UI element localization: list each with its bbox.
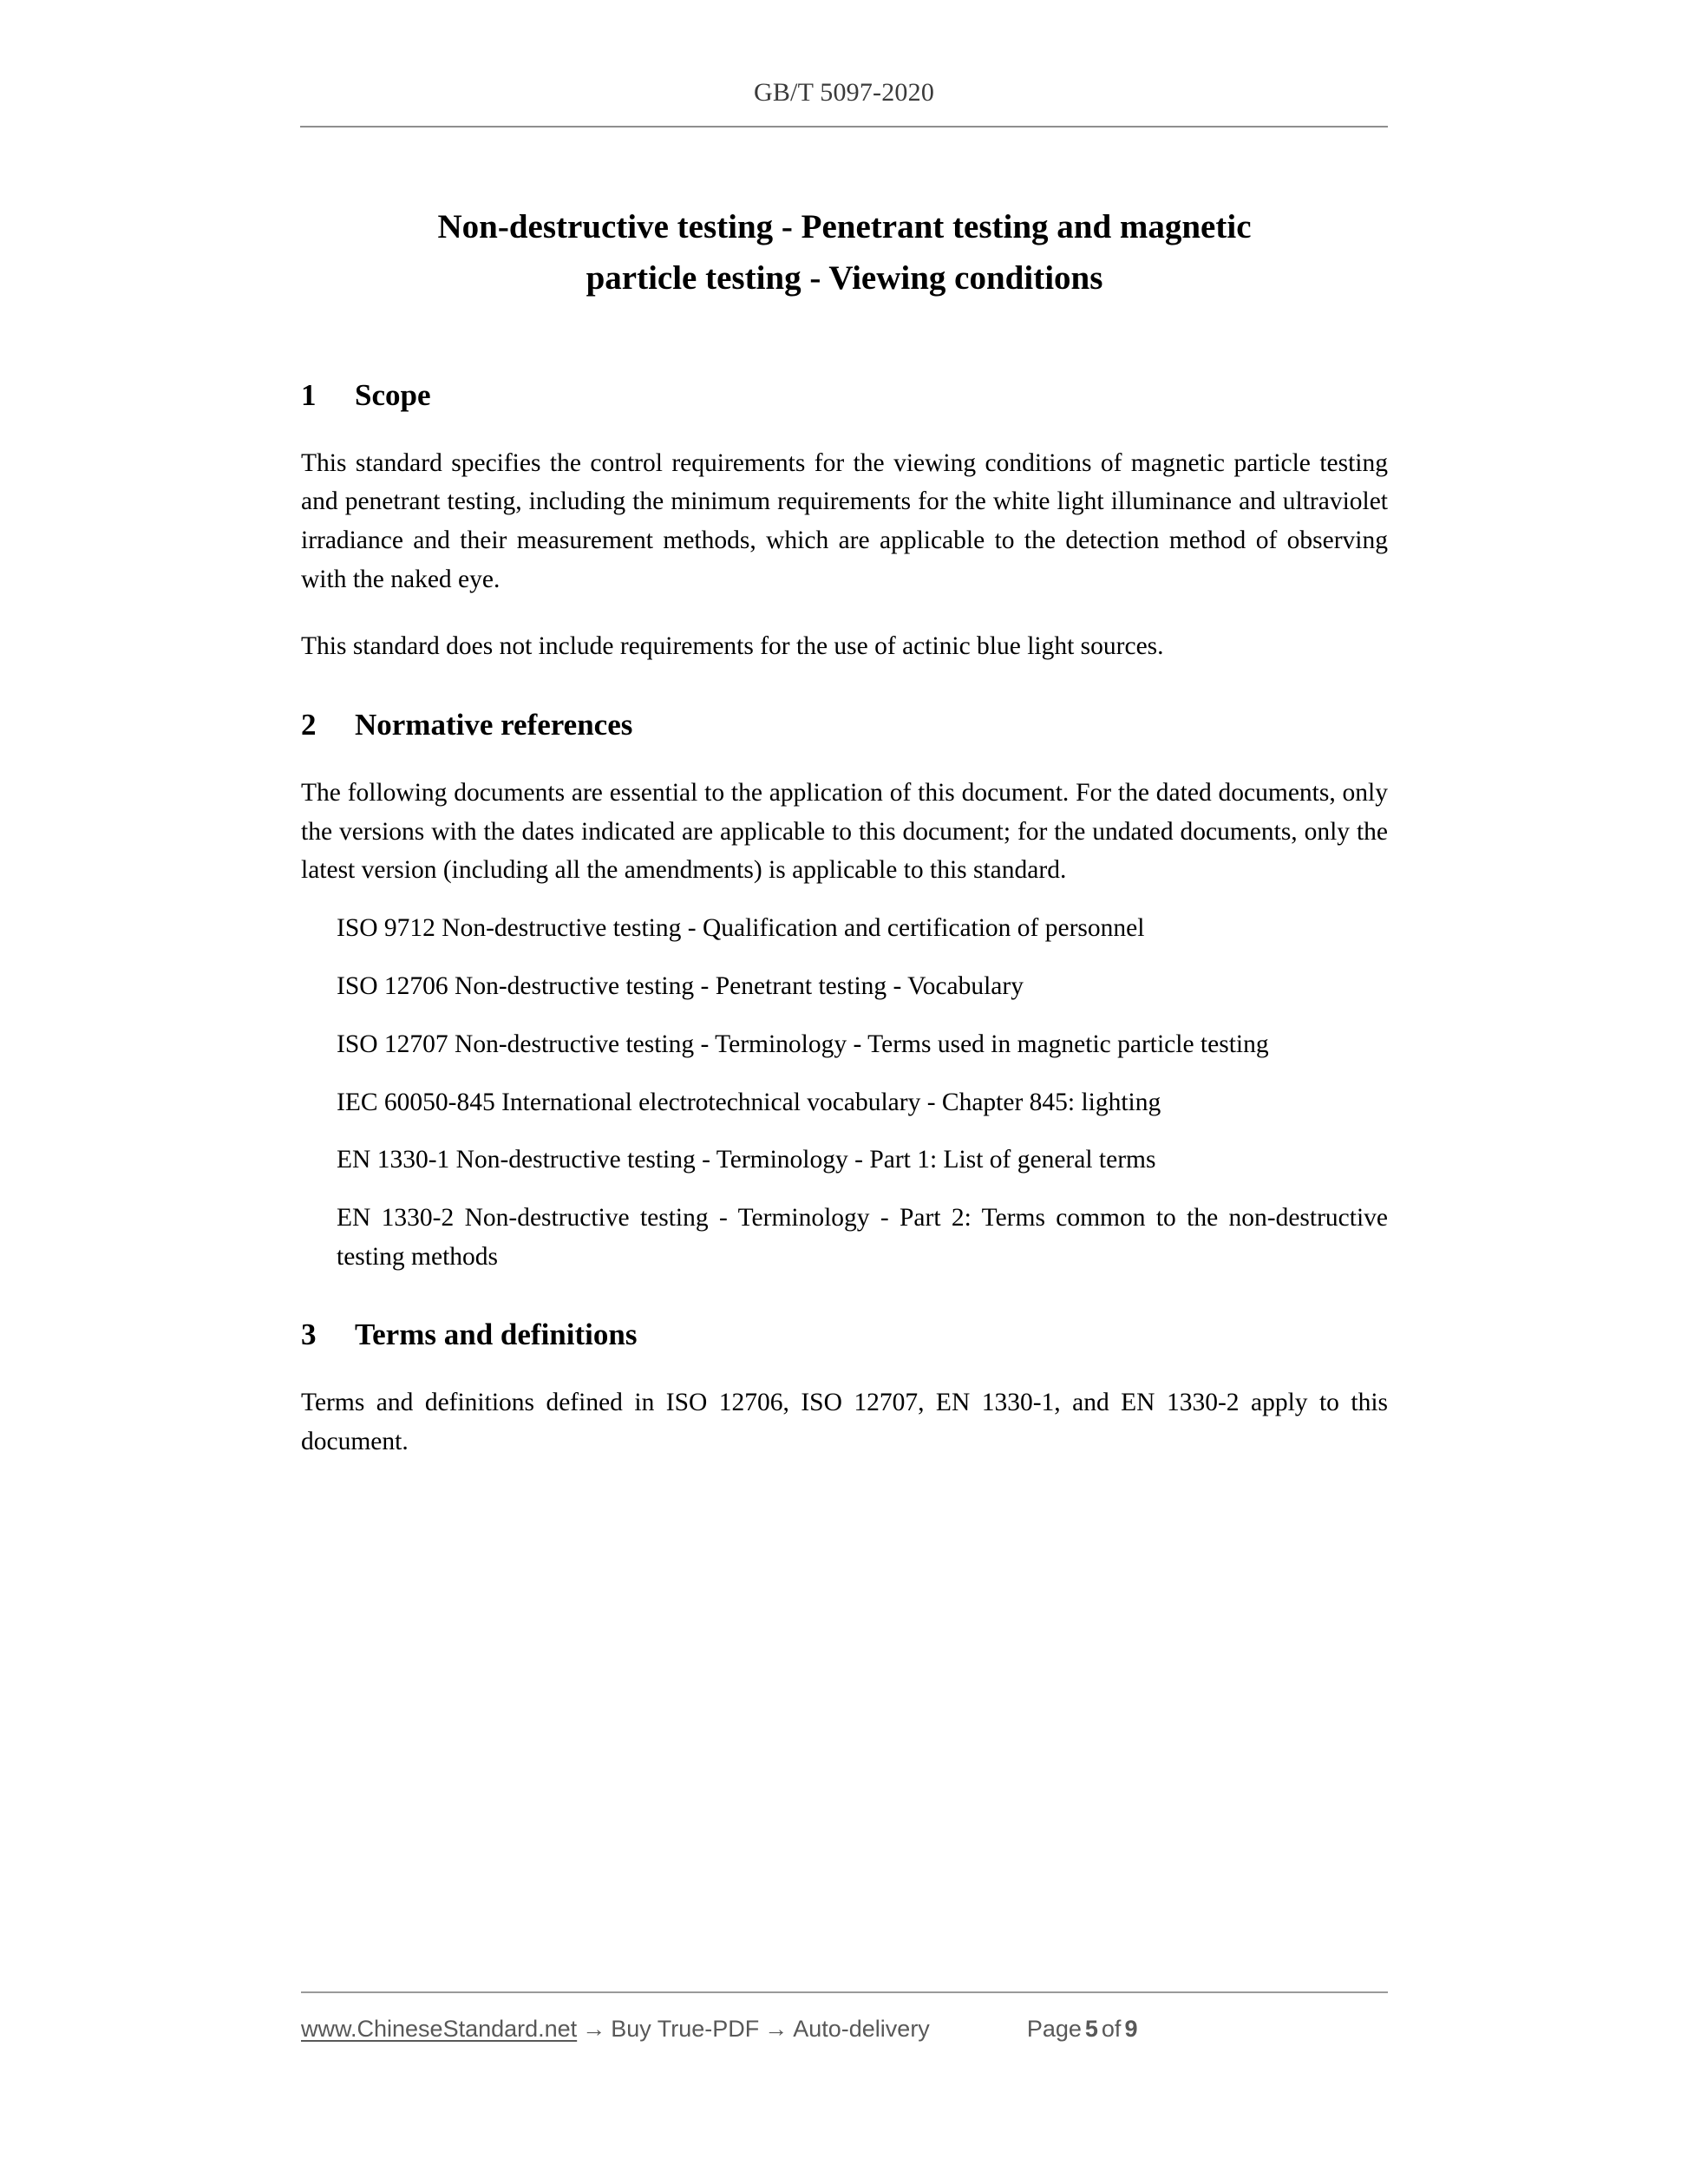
page-label: Page: [1026, 2016, 1082, 2042]
spacer: [301, 599, 1388, 627]
page-total: 9: [1124, 2016, 1138, 2042]
footer-promo-auto-delivery: Auto-delivery: [793, 2016, 930, 2042]
footer-promo-buy-true-pdf: Buy True-PDF: [611, 2016, 760, 2042]
terms-and-definitions-paragraph-1: Terms and definitions defined in ISO 12706, ISO 12707, EN 1330-1, and EN 1330-2 apply to this document.: [301, 1388, 1388, 1455]
spacer: [301, 1353, 1388, 1383]
header-divider: [300, 126, 1388, 128]
page-title: [301, 201, 1388, 304]
spacer: [301, 666, 1388, 707]
spacer: [301, 414, 1388, 444]
spacer: [301, 1277, 1388, 1317]
heading-scope-label: Scope: [355, 377, 431, 412]
page-of-label: of: [1101, 2016, 1122, 2042]
heading-normative-references-number: 2: [301, 707, 317, 742]
spacer: [301, 1064, 1388, 1083]
reference-item: ISO 9712 Non-destructive testing - Qualification and certification of personnel: [337, 914, 1145, 943]
footer-content: [301, 2016, 1388, 2043]
normative-references-paragraph-1: The following documents are essential to the application of this document. For the dated documents, only the versions with the dates indicated are applicable to this document; for the undated documents, only the latest version (including all the amendments) is applicable to this standard.: [301, 778, 1388, 885]
footer-website-link[interactable]: www.ChineseStandard.net: [301, 2016, 578, 2042]
page-indicator: [1027, 2016, 1142, 2043]
heading-terms-and-definitions: [301, 1317, 1388, 1353]
page-header: [300, 78, 1388, 134]
document-body: [301, 201, 1388, 1461]
spacer: [301, 1121, 1388, 1141]
page-footer: [301, 1991, 1388, 2043]
spacer: [301, 948, 1388, 967]
heading-normative-references-label: Normative references: [355, 707, 633, 742]
scope-paragraph-1: This standard specifies the control requirements for the viewing conditions of magnetic particle testing and penetrant testing, including the minimum requirements for the white light illuminance and ultraviolet irradiance and their measurement methods, which are applicable to the detection method of observing with the naked eye.: [301, 448, 1388, 594]
page-title-line-1: Non-destructive testing - Penetrant testing and magnetic: [437, 208, 1252, 245]
page-title-line-2: particle testing - Viewing conditions: [586, 259, 1103, 298]
reference-item: ISO 12706 Non-destructive testing - Penetrant testing - Vocabulary: [337, 971, 1024, 1000]
reference-item: EN 1330-1 Non-destructive testing - Terminology - Part 1: List of general terms: [337, 1146, 1156, 1174]
heading-terms-and-definitions-number: 3: [301, 1317, 317, 1351]
footer-divider: [301, 1991, 1388, 1993]
reference-item: IEC 60050-845 International electrotechnical vocabulary - Chapter 845: lighting: [337, 1088, 1161, 1116]
footer-promo: [301, 2016, 930, 2043]
spacer: [301, 304, 1388, 377]
heading-normative-references: [301, 707, 1388, 743]
page-number: 5: [1084, 2016, 1098, 2042]
spacer: [301, 743, 1388, 774]
scope-paragraph-2: This standard does not include requirements for the use of actinic blue light sources.: [301, 631, 1164, 660]
standard-code: GB/T 5097-2020: [753, 78, 935, 107]
heading-terms-and-definitions-label: Terms and definitions: [355, 1317, 638, 1351]
heading-scope: [301, 377, 1388, 414]
spacer: [301, 890, 1388, 909]
spacer: [301, 1180, 1388, 1199]
reference-item: EN 1330-2 Non-destructive testing - Terminology - Part 2: Terms common to the non-destructive testing methods: [337, 1204, 1388, 1272]
arrow-right-icon: →: [582, 2016, 606, 2042]
spacer: [301, 1006, 1388, 1025]
arrow-right-icon: →: [764, 2016, 788, 2042]
reference-item: ISO 12707 Non-destructive testing - Terminology - Terms used in magnetic particle testing: [337, 1030, 1269, 1058]
heading-scope-number: 1: [301, 377, 317, 412]
